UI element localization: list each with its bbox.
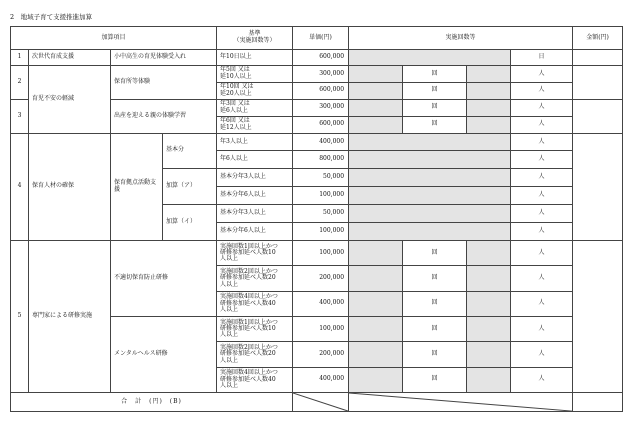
count-input[interactable] <box>349 50 511 66</box>
header-amount: 金額(円) <box>573 27 623 50</box>
count-input[interactable] <box>467 367 511 392</box>
count-unit: 人 <box>511 205 573 223</box>
count-unit: 人 <box>511 116 573 133</box>
standard-cell: 実施回数4回以上かつ 研修参加延べ人数40 人以上 <box>217 291 293 316</box>
count-input[interactable] <box>349 241 403 266</box>
total-diagonal-cell <box>293 392 349 411</box>
count-input[interactable] <box>467 116 511 133</box>
count-unit: 回 <box>403 316 467 341</box>
count-unit: 日 <box>511 50 573 66</box>
subcategory-label: 小中高生の育児体験受入れ <box>111 50 217 66</box>
count-unit: 人 <box>511 266 573 291</box>
count-input[interactable] <box>467 316 511 341</box>
group-label: 加算（ア） <box>163 169 217 205</box>
standard-cell: 年6人以上 <box>217 151 293 169</box>
standard-cell: 年10日以上 <box>217 50 293 66</box>
unit-price-cell: 100,000 <box>293 316 349 341</box>
count-unit: 回 <box>403 367 467 392</box>
unit-price-cell: 600,000 <box>293 82 349 99</box>
standard-cell: 年3回 又は 延6人以上 <box>217 99 293 116</box>
count-unit: 人 <box>511 316 573 341</box>
count-unit: 回 <box>403 266 467 291</box>
category-label: 専門家による研修実施 <box>29 241 111 393</box>
standard-cell: 基本分年6人以上 <box>217 223 293 241</box>
unit-price-cell: 50,000 <box>293 169 349 187</box>
unit-price-cell: 600,000 <box>293 50 349 66</box>
count-input[interactable] <box>349 187 511 205</box>
count-unit: 人 <box>511 187 573 205</box>
standard-cell: 実施回数2回以上かつ 研修参加延べ人数20 人以上 <box>217 342 293 367</box>
count-input[interactable] <box>349 82 403 99</box>
count-unit: 回 <box>403 291 467 316</box>
unit-price-cell: 400,000 <box>293 291 349 316</box>
unit-price-cell: 100,000 <box>293 187 349 205</box>
count-unit: 人 <box>511 169 573 187</box>
subcategory-label: 保育拠点活動支援 <box>111 133 163 241</box>
header-row <box>11 27 623 50</box>
count-input[interactable] <box>467 266 511 291</box>
unit-price-cell: 300,000 <box>293 66 349 83</box>
unit-price-cell: 200,000 <box>293 342 349 367</box>
group-label: 加算（イ） <box>163 205 217 241</box>
count-unit: 回 <box>403 342 467 367</box>
standard-cell: 実施回数1回以上かつ 研修参加延べ人数10 人以上 <box>217 316 293 341</box>
count-input[interactable] <box>467 82 511 99</box>
count-input[interactable] <box>349 169 511 187</box>
total-row <box>11 392 623 411</box>
amount-input[interactable] <box>573 99 623 133</box>
count-unit: 人 <box>511 133 573 151</box>
standard-cell: 年10回 又は 延20人以上 <box>217 82 293 99</box>
unit-price-cell: 100,000 <box>293 223 349 241</box>
group-label: 基本分 <box>163 133 217 169</box>
count-input[interactable] <box>349 133 511 151</box>
count-input[interactable] <box>349 316 403 341</box>
subcategory-label: 不適切保育防止研修 <box>111 241 217 317</box>
subcategory-label: 保育所等体験 <box>111 66 217 100</box>
category-label: 保育人材の確保 <box>29 133 111 241</box>
unit-price-cell: 600,000 <box>293 116 349 133</box>
count-input[interactable] <box>467 99 511 116</box>
amount-input[interactable] <box>573 66 623 100</box>
count-unit: 人 <box>511 291 573 316</box>
standard-cell: 実施回数4回以上かつ 研修参加延べ人数40 人以上 <box>217 367 293 392</box>
count-input[interactable] <box>349 116 403 133</box>
header-item: 加算項目 <box>11 27 217 50</box>
count-unit: 回 <box>403 241 467 266</box>
subcategory-label: メンタルヘルス研修 <box>111 316 217 392</box>
count-unit: 人 <box>511 82 573 99</box>
count-unit: 回 <box>403 66 467 83</box>
count-input[interactable] <box>467 241 511 266</box>
section-title: 2 地域子育て支援推進加算 <box>10 13 93 21</box>
count-input[interactable] <box>467 291 511 316</box>
count-input[interactable] <box>349 151 511 169</box>
count-unit: 人 <box>511 223 573 241</box>
amount-input[interactable] <box>573 50 623 66</box>
standard-cell: 年6回 又は 延12人以上 <box>217 116 293 133</box>
row-number: 4 <box>11 133 29 241</box>
table-row <box>11 66 623 83</box>
category-label: 次世代育成支援 <box>29 50 111 66</box>
count-unit: 人 <box>511 241 573 266</box>
count-unit: 人 <box>511 151 573 169</box>
total-amount-input[interactable] <box>573 392 623 411</box>
count-unit: 回 <box>403 116 467 133</box>
row-number: 3 <box>11 99 29 133</box>
unit-price-cell: 400,000 <box>293 133 349 151</box>
count-input[interactable] <box>349 291 403 316</box>
diagonal-line <box>349 393 572 411</box>
count-unit: 人 <box>511 99 573 116</box>
amount-input[interactable] <box>573 241 623 393</box>
unit-price-cell: 100,000 <box>293 241 349 266</box>
standard-cell: 実施回数1回以上かつ 研修参加延べ人数10 人以上 <box>217 241 293 266</box>
table-row <box>11 241 623 266</box>
unit-price-cell: 800,000 <box>293 151 349 169</box>
unit-price-cell: 300,000 <box>293 99 349 116</box>
unit-price-cell: 50,000 <box>293 205 349 223</box>
header-unit-price: 単価(円) <box>293 27 349 50</box>
count-input[interactable] <box>349 367 403 392</box>
count-unit: 回 <box>403 99 467 116</box>
unit-price-cell: 400,000 <box>293 367 349 392</box>
count-input[interactable] <box>349 66 403 83</box>
count-input[interactable] <box>467 66 511 83</box>
count-input[interactable] <box>349 99 403 116</box>
count-input[interactable] <box>467 342 511 367</box>
category-label: 育児不安の軽減 <box>29 66 111 134</box>
count-unit: 人 <box>511 66 573 83</box>
table-row <box>11 50 623 66</box>
header-standard: 基準 （実施回数等） <box>217 27 293 50</box>
count-input[interactable] <box>349 266 403 291</box>
support-addition-table <box>10 26 623 412</box>
table-row <box>11 133 623 151</box>
count-input[interactable] <box>349 223 511 241</box>
standard-cell: 基本分年3人以上 <box>217 205 293 223</box>
total-label: 合 計 (円) (B) <box>11 392 293 411</box>
row-number: 1 <box>11 50 29 66</box>
standard-cell: 基本分年6人以上 <box>217 187 293 205</box>
count-input[interactable] <box>349 342 403 367</box>
header-count: 実施回数等 <box>349 27 573 50</box>
count-unit: 回 <box>403 82 467 99</box>
count-unit: 人 <box>511 342 573 367</box>
total-diagonal-cell <box>349 392 573 411</box>
count-unit: 人 <box>511 367 573 392</box>
standard-cell: 実施回数2回以上かつ 研修参加延べ人数20 人以上 <box>217 266 293 291</box>
row-number: 2 <box>11 66 29 100</box>
unit-price-cell: 200,000 <box>293 266 349 291</box>
standard-cell: 年3人以上 <box>217 133 293 151</box>
standard-cell: 年5回 又は 延10人以上 <box>217 66 293 83</box>
amount-input[interactable] <box>573 133 623 241</box>
subcategory-label: 出産を迎える親の体験学習 <box>111 99 217 133</box>
row-number: 5 <box>11 241 29 393</box>
standard-cell: 基本分年3人以上 <box>217 169 293 187</box>
count-input[interactable] <box>349 205 511 223</box>
diagonal-line <box>293 393 348 411</box>
